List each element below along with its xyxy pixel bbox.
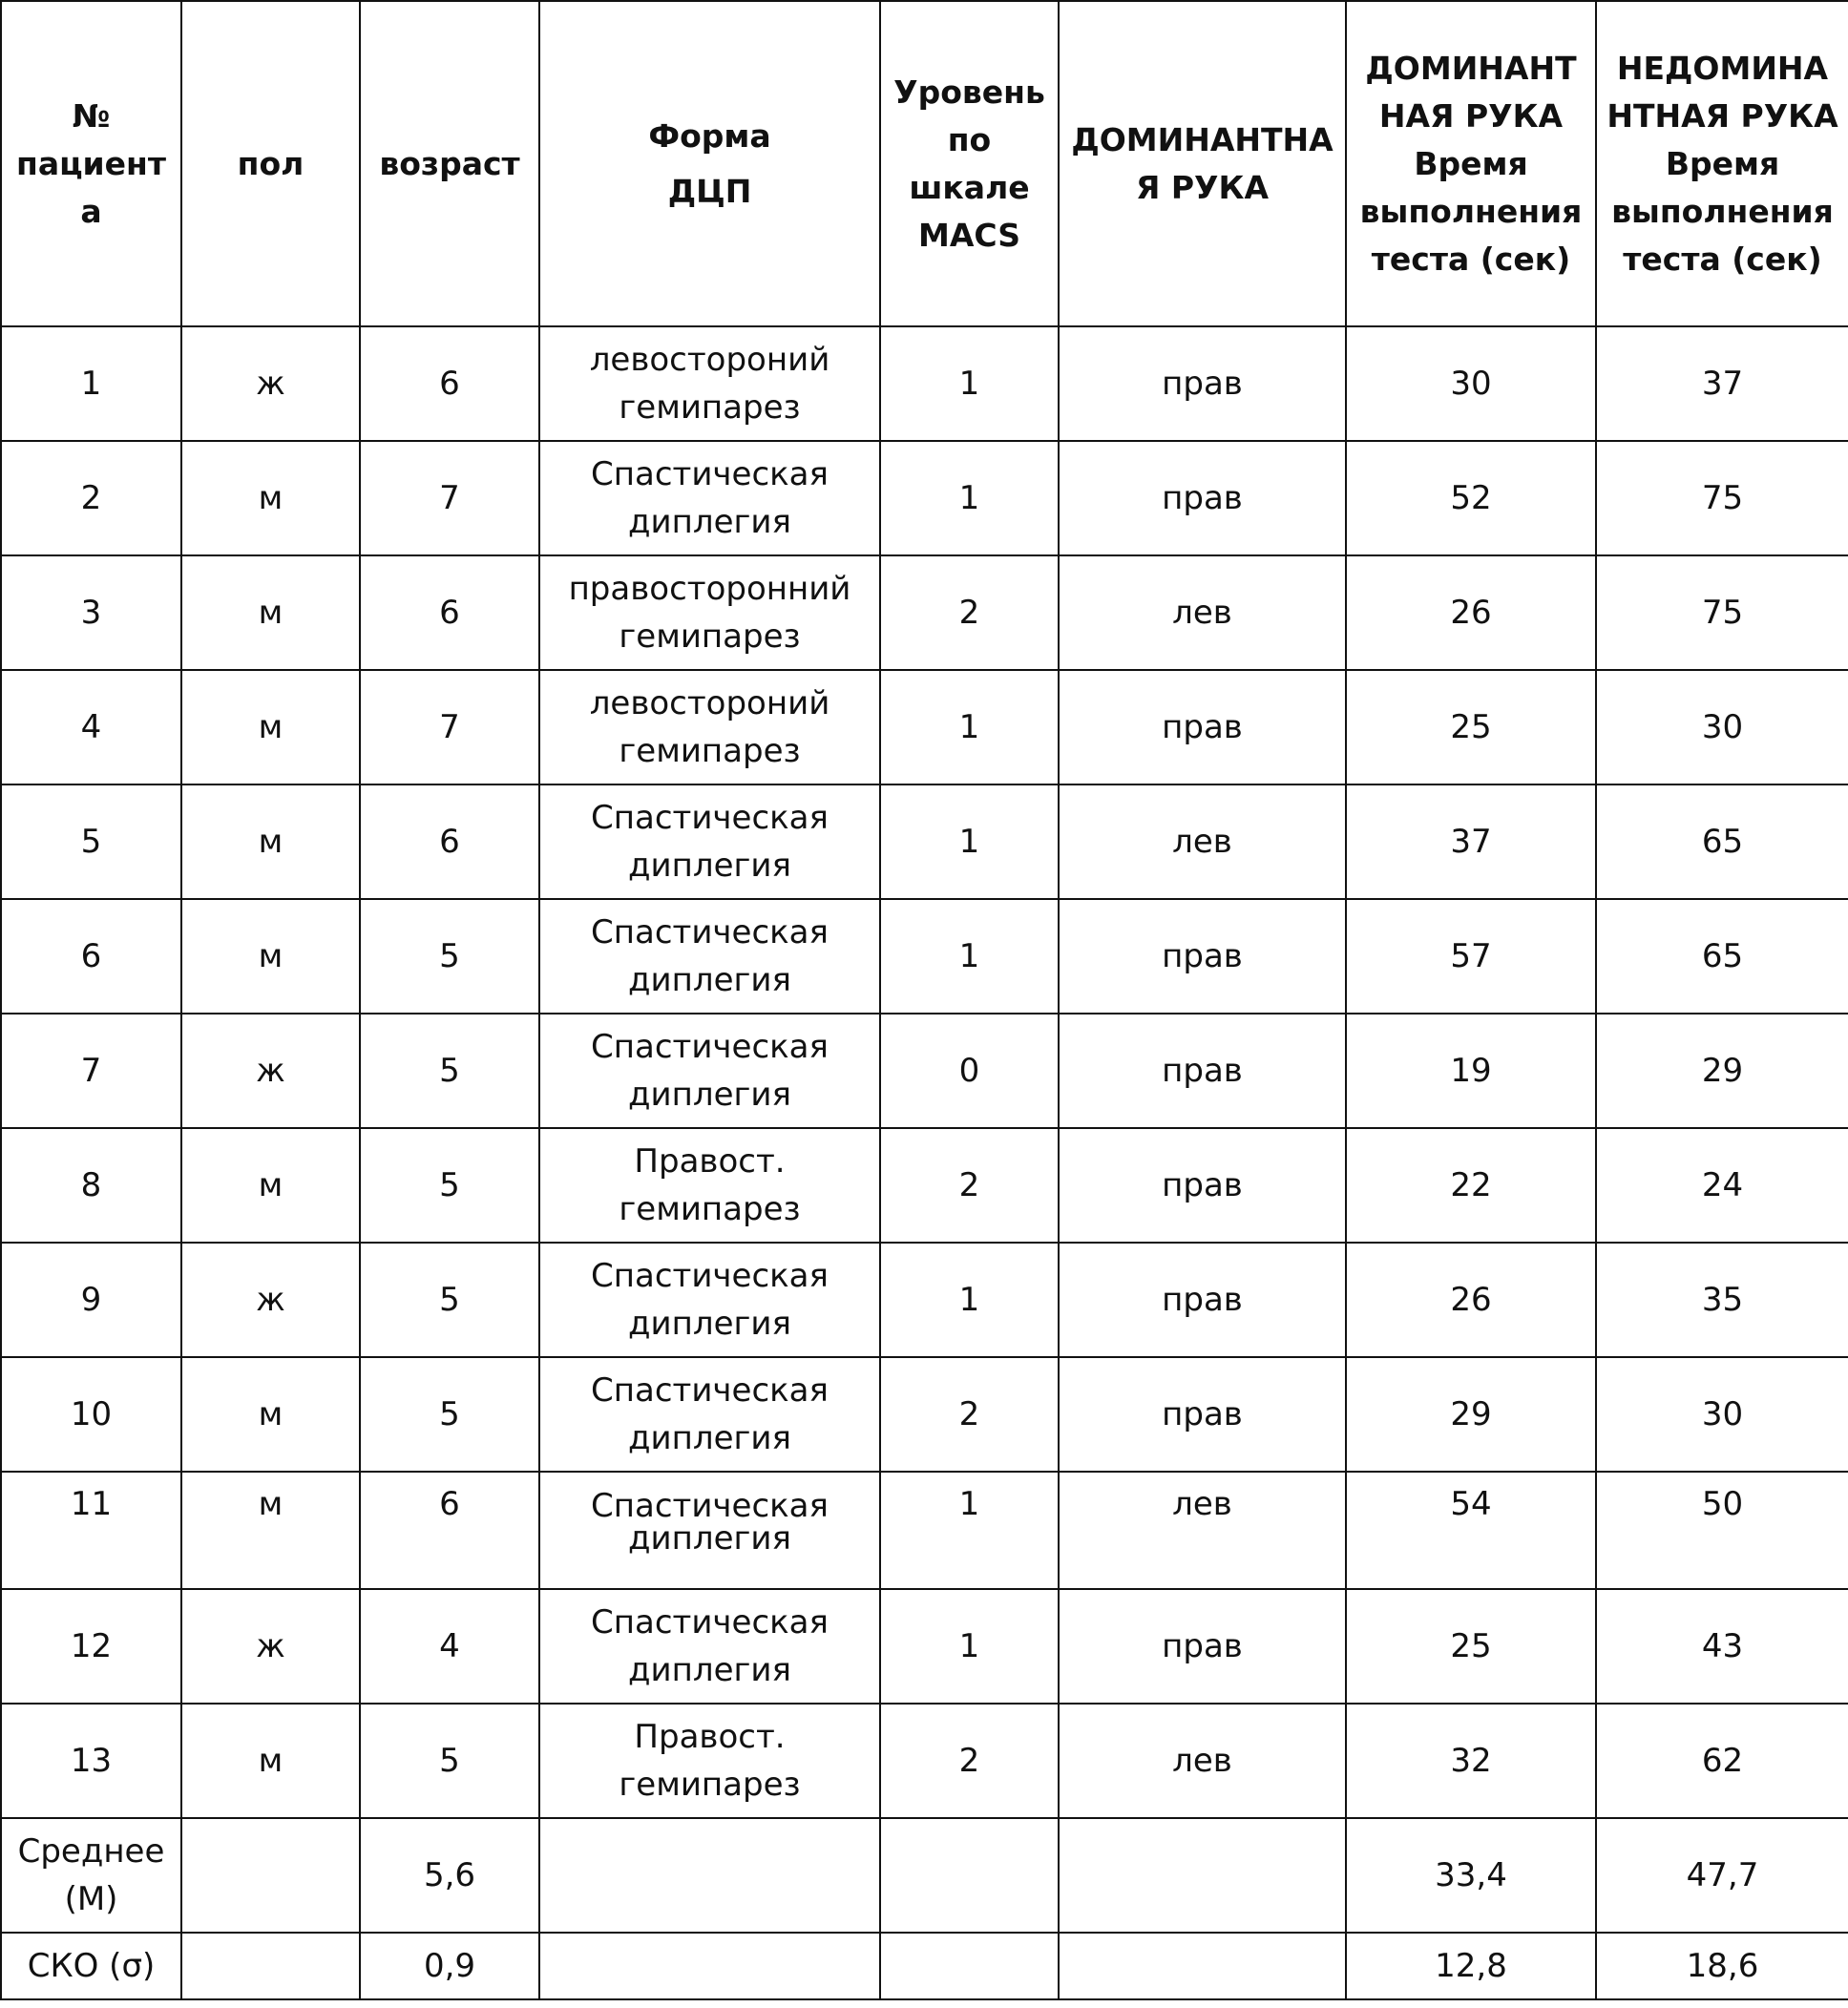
table-row	[1, 1128, 1848, 1243]
empty-cell	[1059, 1933, 1346, 1999]
cell-dominant-hand: прав	[1059, 441, 1346, 555]
cell-form: левостороний гемипарез	[539, 326, 880, 441]
cell-dominant-time: 22	[1346, 1128, 1596, 1243]
cell-macs: 1	[880, 326, 1059, 441]
cell-macs: 1	[880, 899, 1059, 1014]
cell-dominant-time: 57	[1346, 899, 1596, 1014]
cell-sex: м	[181, 441, 360, 555]
cell-patient-id: 1	[1, 326, 181, 441]
mean-dominant-time: 33,4	[1346, 1818, 1596, 1933]
sd-age: 0,9	[360, 1933, 539, 1999]
cell-dominant-hand: прав	[1059, 1589, 1346, 1704]
cell-patient-id: 12	[1, 1589, 181, 1704]
cell-dominant-time: 37	[1346, 784, 1596, 899]
cell-dominant-hand: лев	[1059, 555, 1346, 670]
cell-dominant-time: 19	[1346, 1014, 1596, 1128]
empty-cell	[880, 1818, 1059, 1933]
cell-dominant-hand: прав	[1059, 899, 1346, 1014]
cell-macs: 1	[880, 670, 1059, 784]
cell-age: 5	[360, 1128, 539, 1243]
col-header-age: возраст	[360, 1, 539, 326]
empty-cell	[1059, 1818, 1346, 1933]
cell-nondominant-time: 37	[1596, 326, 1848, 441]
cell-nondominant-time: 30	[1596, 670, 1848, 784]
cell-patient-id: 11	[1, 1472, 181, 1589]
cell-macs: 2	[880, 555, 1059, 670]
cell-nondominant-time: 29	[1596, 1014, 1848, 1128]
cell-dominant-hand: лев	[1059, 1704, 1346, 1818]
cell-dominant-time: 25	[1346, 1589, 1596, 1704]
cell-macs: 1	[880, 441, 1059, 555]
cell-age: 6	[360, 326, 539, 441]
cell-sex: м	[181, 555, 360, 670]
cell-nondominant-time: 75	[1596, 441, 1848, 555]
cell-macs: 1	[880, 1589, 1059, 1704]
cell-age: 6	[360, 1472, 539, 1589]
cell-sex: м	[181, 670, 360, 784]
table-row	[1, 1014, 1848, 1128]
cell-dominant-hand: прав	[1059, 1014, 1346, 1128]
cell-dominant-hand: лев	[1059, 1472, 1346, 1589]
col-header-patient: № пациент а	[1, 1, 181, 326]
col-header-form: Форма ДЦП	[539, 1, 880, 326]
col-header-nondominant-time: НЕДОМИНА НТНАЯ РУКА Время выполнения теста (сек)	[1596, 1, 1848, 326]
table-row	[1, 441, 1848, 555]
cell-age: 7	[360, 670, 539, 784]
cell-macs: 2	[880, 1704, 1059, 1818]
table-row	[1, 1704, 1848, 1818]
cell-macs: 1	[880, 1243, 1059, 1357]
col-header-macs: Уровень по шкале MACS	[880, 1, 1059, 326]
empty-cell	[181, 1818, 360, 1933]
table-row	[1, 784, 1848, 899]
cell-form: Спастическая диплегия	[539, 1014, 880, 1128]
table-row	[1, 326, 1848, 441]
cell-form: левостороний гемипарез	[539, 670, 880, 784]
cell-patient-id: 8	[1, 1128, 181, 1243]
cell-macs: 0	[880, 1014, 1059, 1128]
cell-age: 5	[360, 1014, 539, 1128]
cell-age: 7	[360, 441, 539, 555]
mean-label: Среднее (M)	[1, 1818, 181, 1933]
sd-nondominant-time: 18,6	[1596, 1933, 1848, 1999]
cell-form: Спастическая диплегия	[539, 441, 880, 555]
table-row	[1, 1472, 1848, 1589]
cell-dominant-hand: прав	[1059, 1128, 1346, 1243]
cell-dominant-hand: прав	[1059, 1243, 1346, 1357]
cell-form: Спастическая диплегия	[539, 784, 880, 899]
cell-sex: м	[181, 1357, 360, 1472]
cell-dominant-time: 30	[1346, 326, 1596, 441]
cell-dominant-hand: прав	[1059, 326, 1346, 441]
cell-patient-id: 4	[1, 670, 181, 784]
table-row	[1, 1243, 1848, 1357]
cell-form: Правост. гемипарез	[539, 1128, 880, 1243]
cell-age: 6	[360, 784, 539, 899]
table-row	[1, 1357, 1848, 1472]
cell-nondominant-time: 65	[1596, 784, 1848, 899]
cell-form: Спастическая диплегия	[539, 1472, 880, 1589]
cell-age: 5	[360, 1357, 539, 1472]
sd-dominant-time: 12,8	[1346, 1933, 1596, 1999]
cell-dominant-time: 54	[1346, 1472, 1596, 1589]
cell-dominant-time: 29	[1346, 1357, 1596, 1472]
cell-nondominant-time: 24	[1596, 1128, 1848, 1243]
empty-cell	[539, 1933, 880, 1999]
cell-form: правосторонний гемипарез	[539, 555, 880, 670]
col-header-sex: пол	[181, 1, 360, 326]
cell-form: Правост. гемипарез	[539, 1704, 880, 1818]
cell-age: 4	[360, 1589, 539, 1704]
cell-nondominant-time: 75	[1596, 555, 1848, 670]
table-row	[1, 555, 1848, 670]
cell-age: 5	[360, 1243, 539, 1357]
cell-sex: м	[181, 899, 360, 1014]
col-header-dominant-time: ДОМИНАНТ НАЯ РУКА Время выполнения теста (сек)	[1346, 1, 1596, 326]
sd-label: СКО (σ)	[1, 1933, 181, 1999]
cell-nondominant-time: 35	[1596, 1243, 1848, 1357]
cell-dominant-time: 52	[1346, 441, 1596, 555]
cell-form: Спастическая диплегия	[539, 1357, 880, 1472]
empty-cell	[880, 1933, 1059, 1999]
table-row	[1, 1589, 1848, 1704]
cell-dominant-time: 26	[1346, 1243, 1596, 1357]
cell-sex: м	[181, 1472, 360, 1589]
mean-row	[1, 1818, 1848, 1933]
table-row	[1, 899, 1848, 1014]
cell-patient-id: 2	[1, 441, 181, 555]
cell-macs: 2	[880, 1128, 1059, 1243]
cell-form: Спастическая диплегия	[539, 899, 880, 1014]
cell-sex: м	[181, 1704, 360, 1818]
cell-nondominant-time: 43	[1596, 1589, 1848, 1704]
mean-age: 5,6	[360, 1818, 539, 1933]
cell-sex: м	[181, 1128, 360, 1243]
table-row	[1, 670, 1848, 784]
empty-cell	[539, 1818, 880, 1933]
cell-age: 5	[360, 899, 539, 1014]
cell-sex: м	[181, 784, 360, 899]
cell-patient-id: 9	[1, 1243, 181, 1357]
cell-macs: 1	[880, 784, 1059, 899]
cell-patient-id: 13	[1, 1704, 181, 1818]
empty-cell	[181, 1933, 360, 1999]
cell-nondominant-time: 65	[1596, 899, 1848, 1014]
cell-nondominant-time: 62	[1596, 1704, 1848, 1818]
cell-sex: ж	[181, 1589, 360, 1704]
cell-patient-id: 10	[1, 1357, 181, 1472]
cell-dominant-hand: прав	[1059, 1357, 1346, 1472]
cell-dominant-time: 26	[1346, 555, 1596, 670]
cell-dominant-time: 25	[1346, 670, 1596, 784]
cell-patient-id: 6	[1, 899, 181, 1014]
sd-row	[1, 1933, 1848, 1999]
cell-sex: ж	[181, 326, 360, 441]
header-row	[1, 1, 1848, 326]
cell-macs: 1	[880, 1472, 1059, 1589]
cell-form: Спастическая диплегия	[539, 1243, 880, 1357]
cell-sex: ж	[181, 1014, 360, 1128]
cell-macs: 2	[880, 1357, 1059, 1472]
cell-nondominant-time: 30	[1596, 1357, 1848, 1472]
cell-patient-id: 3	[1, 555, 181, 670]
cell-dominant-hand: лев	[1059, 784, 1346, 899]
cell-age: 6	[360, 555, 539, 670]
cell-form: Спастическая диплегия	[539, 1589, 880, 1704]
cell-nondominant-time: 50	[1596, 1472, 1848, 1589]
cell-age: 5	[360, 1704, 539, 1818]
cell-dominant-time: 32	[1346, 1704, 1596, 1818]
mean-nondominant-time: 47,7	[1596, 1818, 1848, 1933]
cell-dominant-hand: прав	[1059, 670, 1346, 784]
cell-patient-id: 5	[1, 784, 181, 899]
col-header-dominant-hand: ДОМИНАНТНА Я РУКА	[1059, 1, 1346, 326]
cell-sex: ж	[181, 1243, 360, 1357]
cell-patient-id: 7	[1, 1014, 181, 1128]
